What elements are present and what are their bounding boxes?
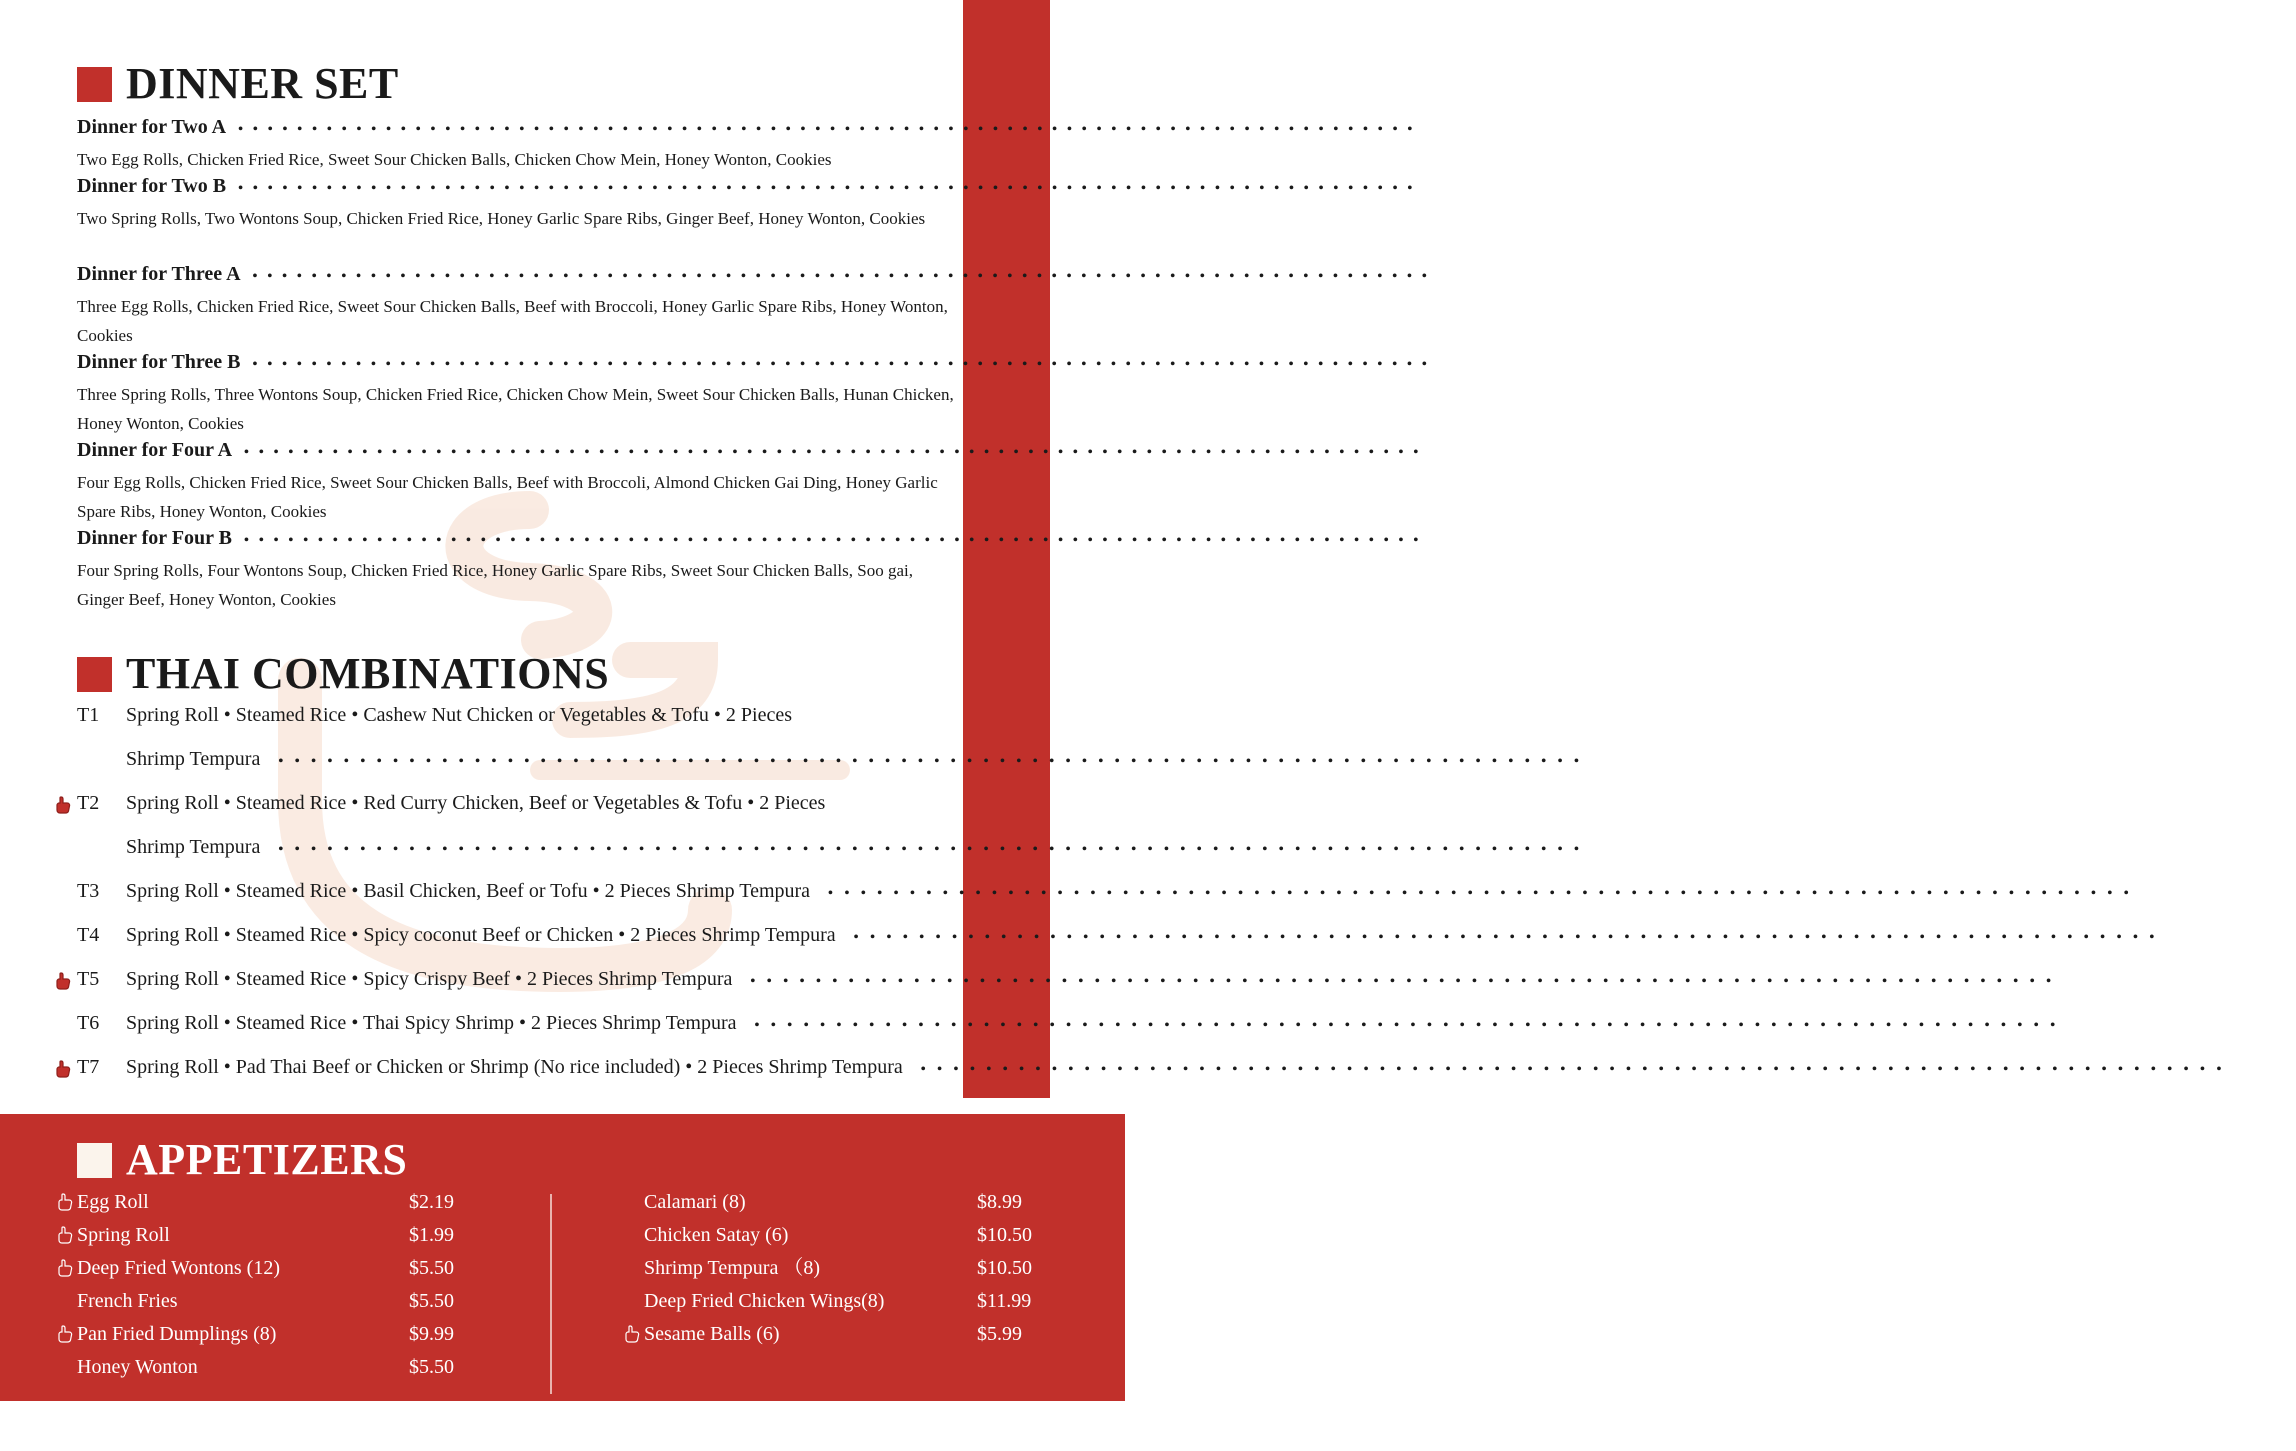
- thai-item-text: [126, 880, 2204, 903]
- thai-heading: [77, 649, 610, 698]
- thai-item-text: [126, 704, 1050, 727]
- dinner-item-header: [77, 351, 1499, 380]
- dinner-item-name: Dinner for Three B: [77, 351, 241, 373]
- thai-row: [0, 836, 1654, 866]
- appetizer-price: $5.50: [409, 1356, 454, 1378]
- thai-title: THAI COMBINATIONS: [126, 649, 610, 698]
- thai-item-description: Spring Roll • Steamed Rice • Spicy Crispy Beef • 2 Pieces Shrimp Tempura: [126, 968, 733, 990]
- thai-row: [0, 924, 2230, 954]
- dinner-item: [77, 527, 1491, 614]
- dinner-set-title: DINNER SET: [126, 59, 399, 108]
- heading-square-icon: [77, 1143, 112, 1178]
- heading-square-icon: [77, 67, 112, 102]
- dinner-item-name: Dinner for Four B: [77, 527, 233, 549]
- appetizer-price: $5.50: [409, 1257, 454, 1279]
- thai-item-code: T5: [77, 968, 100, 990]
- thai-item-text: [126, 748, 1654, 771]
- leader-dots: • • • • • • • • • • • • • • • • • • • • • • • • • • • • • • • • • • • • • • • • • • • • • • • • • • • • • • • • • • • • • • • • • • • • • • • • • • • • • • • •: [244, 533, 1422, 548]
- leader-dots: • • • • • • • • • • • • • • • • • • • • • • • • • • • • • • • • • • • • • • • • • • • • • • • • • • • • • • • • • • • • • • • • • • • • • • • • • • • • • • • •: [920, 1062, 2226, 1077]
- thai-item-price: $15.99: [1598, 836, 1654, 858]
- thai-item-price: $15.99: [2075, 1012, 2131, 1034]
- appetizer-name: Honey Wonton: [77, 1356, 198, 1378]
- appetizer-price: $5.99: [977, 1323, 1022, 1345]
- dinner-item-price: $64.95: [1435, 527, 1491, 549]
- thumbs-up-icon: [55, 796, 71, 814]
- thai-item-code: T4: [77, 924, 100, 946]
- thai-row: [0, 704, 1050, 734]
- appetizer-price: $2.19: [409, 1191, 454, 1213]
- thumbs-up-icon: [55, 1060, 71, 1078]
- leader-dots: • • • • • • • • • • • • • • • • • • • • • • • • • • • • • • • • • • • • • • • • • • • • • • • • • • • • • • • • • • • • • • • • • • • • • • • • • • • • • • • •: [278, 754, 1583, 769]
- heading-square-icon: [77, 657, 112, 692]
- dinner-item: [77, 116, 1485, 174]
- dinner-item-header: [77, 439, 1491, 468]
- appetizer-price: $1.99: [409, 1224, 454, 1246]
- thai-item-text: [126, 836, 1654, 859]
- thumbs-up-icon: [55, 972, 71, 990]
- appetizer-name: Sesame Balls (6): [644, 1323, 780, 1345]
- dinner-item: [77, 351, 1499, 438]
- appetizer-name: Calamari (8): [644, 1191, 746, 1213]
- dinner-item-description: Three Egg Rolls, Chicken Fried Rice, Sweet Sour Chicken Balls, Beef with Broccoli, Honey Garlic Spare Ribs, Honey Wonton, Cookies: [77, 297, 948, 345]
- thumbs-up-icon: [57, 1187, 73, 1220]
- thai-item-text: [126, 924, 2230, 947]
- dinner-item-description: Two Spring Rolls, Two Wontons Soup, Chicken Fried Rice, Honey Garlic Spare Ribs, Ginger Beef, Honey Wonton, Cookies: [77, 209, 926, 228]
- leader-dots: • • • • • • • • • • • • • • • • • • • • • • • • • • • • • • • • • • • • • • • • • • • • • • • • • • • • • • • • • • • • • • • • • • • • • • • • • • • • • • • •: [238, 181, 1416, 196]
- dinner-item-price: $39.95: [1443, 263, 1499, 285]
- thumbs-up-icon-shape: [57, 1259, 73, 1277]
- thai-item-text: [126, 1056, 2296, 1079]
- thai-item-price: $15.99: [2241, 1056, 2296, 1078]
- thumbs-up-icon-shape: [624, 1325, 640, 1343]
- leader-dots: • • • • • • • • • • • • • • • • • • • • • • • • • • • • • • • • • • • • • • • • • • • • • • • • • • • • • • • • • • • • • • • • • • • • • • • • • • • • • • • •: [252, 357, 1430, 372]
- leader-dots: • • • • • • • • • • • • • • • • • • • • • • • • • • • • • • • • • • • • • • • • • • • • • • • • • • • • • • • • • • • • • • • • • • • • • • • • • • • • • • • •: [828, 886, 2133, 901]
- leader-dots: • • • • • • • • • • • • • • • • • • • • • • • • • • • • • • • • • • • • • • • • • • • • • • • • • • • • • • • • • • • • • • • • • • • • • • • • • • • • • • • •: [750, 974, 2055, 989]
- appetizer-name: Egg Roll: [77, 1191, 149, 1213]
- dinner-item-price: $51.95: [1435, 439, 1491, 461]
- thumbs-up-icon: [57, 1319, 73, 1352]
- dinner-set-heading: [77, 59, 399, 108]
- dinner-item-header: [77, 116, 1485, 145]
- thai-row: [0, 748, 1654, 778]
- dinner-item-name: Dinner for Two B: [77, 175, 227, 197]
- appetizer-price: $5.50: [409, 1290, 454, 1312]
- appetizer-name: Shrimp Tempura （8): [644, 1257, 820, 1279]
- thai-item-code: T6: [77, 1012, 100, 1034]
- dinner-item-price: $39.95: [1429, 175, 1485, 197]
- leader-dots: • • • • • • • • • • • • • • • • • • • • • • • • • • • • • • • • • • • • • • • • • • • • • • • • • • • • • • • • • • • • • • • • • • • • • • • • • • • • • • • •: [278, 842, 1583, 857]
- appetizer-price: $8.99: [977, 1191, 1022, 1213]
- appetizer-name: Spring Roll: [77, 1224, 170, 1246]
- dinner-item-header: [77, 527, 1491, 556]
- thai-item-text: [126, 1012, 2131, 1035]
- dinner-item-price: $51.95: [1443, 351, 1499, 373]
- leader-dots: • • • • • • • • • • • • • • • • • • • • • • • • • • • • • • • • • • • • • • • • • • • • • • • • • • • • • • • • • • • • • • • • • • • • • • • • • • • • • • • •: [853, 930, 2159, 945]
- dinner-item-name: Dinner for Two A: [77, 116, 227, 138]
- thai-item-description: Shrimp Tempura: [126, 748, 261, 770]
- thai-item-code: T1: [77, 704, 100, 726]
- thai-item-description: Spring Roll • Steamed Rice • Basil Chicken, Beef or Tofu • 2 Pieces Shrimp Tempura: [126, 880, 811, 902]
- appetizer-price: $10.50: [977, 1257, 1032, 1279]
- dinner-item-header: [77, 175, 1485, 204]
- dinner-item-name: Dinner for Three A: [77, 263, 241, 285]
- thai-row: [0, 880, 2204, 910]
- appetizer-name: Chicken Satay (6): [644, 1224, 789, 1246]
- dinner-item: [77, 175, 1485, 233]
- appetizer-price: $10.50: [977, 1224, 1032, 1246]
- thumbs-up-icon-shape: [57, 1325, 73, 1343]
- dinner-item-description: Four Egg Rolls, Chicken Fried Rice, Sweet Sour Chicken Balls, Beef with Broccoli, Almond Chicken Gai Ding, Honey Garlic Spare Ribs, Honey Wonton, Cookies: [77, 473, 938, 521]
- thai-item-description: Spring Roll • Steamed Rice • Red Curry Chicken, Beef or Vegetables & Tofu • 2 Pieces: [126, 792, 826, 814]
- thai-item-price: $15.99: [2174, 924, 2230, 946]
- dinner-item-description: Four Spring Rolls, Four Wontons Soup, Chicken Fried Rice, Honey Garlic Spare Ribs, Sweet Sour Chicken Balls, Soo gai, Ginger Beef, Honey Wonton, Cookies: [77, 561, 913, 609]
- leader-dots: • • • • • • • • • • • • • • • • • • • • • • • • • • • • • • • • • • • • • • • • • • • • • • • • • • • • • • • • • • • • • • • • • • • • • • • • • • • • • • • •: [244, 445, 1422, 460]
- thumbs-up-icon: [624, 1319, 640, 1352]
- column-divider: [550, 1194, 552, 1394]
- dinner-item-name: Dinner for Four A: [77, 439, 233, 461]
- thumbs-up-icon-shape: [57, 1226, 73, 1244]
- dinner-item: [77, 263, 1499, 350]
- appetizers-band: [0, 1114, 1125, 1401]
- appetizers-title: APPETIZERS: [126, 1135, 408, 1184]
- dinner-item: [77, 439, 1491, 526]
- thai-item-description: Spring Roll • Steamed Rice • Spicy coconut Beef or Chicken • 2 Pieces Shrimp Tempura: [126, 924, 836, 946]
- appetizer-name: Pan Fried Dumplings (8): [77, 1323, 277, 1345]
- thai-row: [0, 968, 2126, 998]
- thai-item-description: Spring Roll • Pad Thai Beef or Chicken or Shrimp (No rice included) • 2 Pieces Shrimp Tempura: [126, 1056, 903, 1078]
- thai-row: [0, 1056, 2296, 1086]
- thai-item-text: [126, 792, 1050, 815]
- thai-item-description: Shrimp Tempura: [126, 836, 261, 858]
- thai-row: [0, 1012, 2131, 1042]
- thai-item-code: T2: [77, 792, 100, 814]
- appetizer-name: Deep Fried Chicken Wings(8): [644, 1290, 885, 1312]
- thai-item-text: [126, 968, 2126, 991]
- thai-item-description: Spring Roll • Steamed Rice • Thai Spicy Shrimp • 2 Pieces Shrimp Tempura: [126, 1012, 737, 1034]
- thumbs-up-icon: [57, 1253, 73, 1286]
- thai-item-code: T7: [77, 1056, 100, 1078]
- thai-item-price: $15.99: [1598, 748, 1654, 770]
- thai-item-price: $15.99: [2071, 968, 2126, 990]
- thai-item-price: $15.99: [2148, 880, 2204, 902]
- leader-dots: • • • • • • • • • • • • • • • • • • • • • • • • • • • • • • • • • • • • • • • • • • • • • • • • • • • • • • • • • • • • • • • • • • • • • • • • • • • • • • • •: [754, 1018, 2060, 1033]
- dinner-item-description: Two Egg Rolls, Chicken Fried Rice, Sweet Sour Chicken Balls, Chicken Chow Mein, Honey Wonton, Cookies: [77, 150, 832, 169]
- appetizer-price: $11.99: [977, 1290, 1032, 1312]
- appetizer-price: $9.99: [409, 1323, 454, 1345]
- dinner-item-description: Three Spring Rolls, Three Wontons Soup, Chicken Fried Rice, Chicken Chow Mein, Sweet Sour Chicken Balls, Hunan Chicken, Honey Wonton, Cookies: [77, 385, 954, 433]
- thai-item-description: Spring Roll • Steamed Rice • Cashew Nut Chicken or Vegetables & Tofu • 2 Pieces: [126, 704, 792, 726]
- dinner-item-price: $29.95: [1429, 116, 1485, 138]
- dinner-item-header: [77, 263, 1499, 292]
- thumbs-up-icon: [57, 1220, 73, 1253]
- appetizer-name: Deep Fried Wontons (12): [77, 1257, 280, 1279]
- appetizers-heading: [77, 1135, 408, 1184]
- thumbs-up-icon-shape: [57, 1193, 73, 1211]
- leader-dots: • • • • • • • • • • • • • • • • • • • • • • • • • • • • • • • • • • • • • • • • • • • • • • • • • • • • • • • • • • • • • • • • • • • • • • • • • • • • • • • •: [238, 122, 1416, 137]
- thai-row: [0, 792, 1050, 822]
- thai-item-code: T3: [77, 880, 100, 902]
- appetizer-name: French Fries: [77, 1290, 178, 1312]
- leader-dots: • • • • • • • • • • • • • • • • • • • • • • • • • • • • • • • • • • • • • • • • • • • • • • • • • • • • • • • • • • • • • • • • • • • • • • • • • • • • • • • •: [252, 269, 1430, 284]
